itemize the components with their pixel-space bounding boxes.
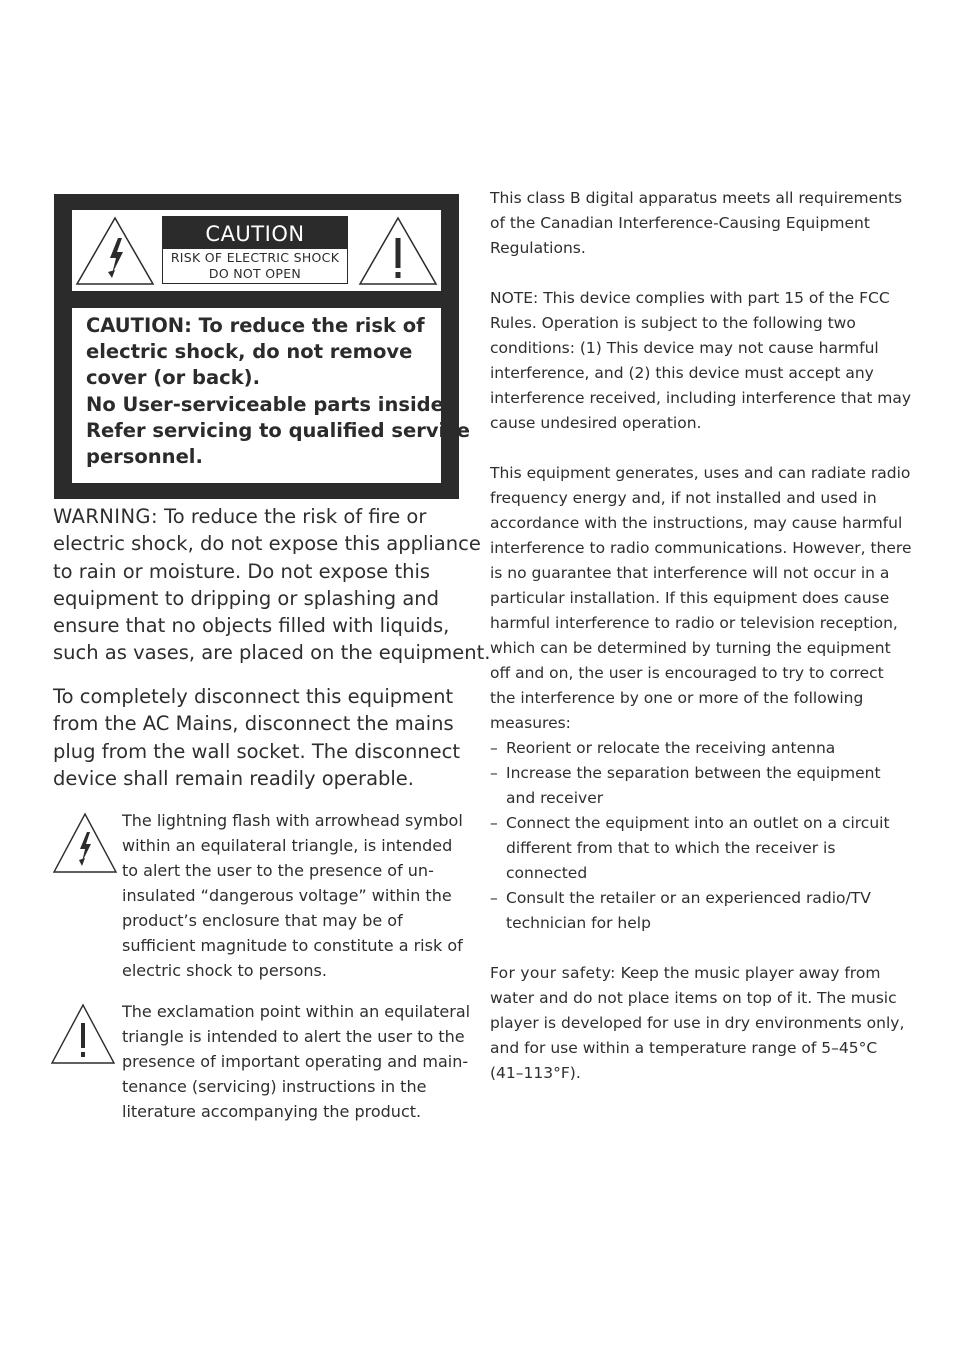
disconnect-line: To completely disconnect this equipment [53, 685, 454, 708]
measure-line: Increase the separation between the equipment [506, 764, 881, 782]
regulatory-column [490, 186, 912, 1111]
interference-line: interference to radio communications. However, there [490, 539, 912, 557]
lightning-triangle-icon [75, 216, 155, 286]
interference-line: frequency energy and, if not installed and used in [490, 489, 877, 507]
caution-subtitle-line: RISK OF ELECTRIC SHOCK [170, 250, 340, 265]
fcc-note [490, 286, 911, 436]
list-item [490, 886, 895, 936]
warning-line: ensure that no objects filled with liquids, [53, 614, 450, 638]
exclamation-text-line: The exclamation point within an equilateral [122, 1002, 471, 1021]
warning-paragraph [53, 503, 491, 667]
interference-line: which can be determined by turning the equipment [490, 639, 891, 657]
safety-line: Keep the music player away from [620, 964, 881, 982]
measure-line: connected [506, 864, 588, 882]
warning-line: electric shock, do not expose this appliance [53, 532, 481, 556]
exclamation-text-line: triangle is intended to alert the user to the [122, 1027, 465, 1046]
interference-line: measures: [490, 714, 571, 732]
safety-line: and for use within a temperature range of 5–45°C [490, 1039, 878, 1057]
interference-line: off and on, the user is encouraged to try to correct [490, 664, 884, 682]
disconnect-line: device shall remain readily operable. [53, 766, 415, 790]
lightning-text-line: product’s enclosure that may be of [122, 911, 403, 930]
list-item [490, 761, 895, 811]
interference-line: is no guarantee that interference will not occur in a [490, 564, 890, 582]
fcc-line: NOTE: This device complies with part 15 of the FCC [490, 289, 890, 307]
safety-line: player is developed for use in dry environments only, [490, 1014, 905, 1032]
warning-line: equipment to dripping or splashing and [53, 586, 440, 610]
interference-line: harmful interference to radio or television reception, [490, 614, 898, 632]
lightning-text-line: The lightning flash with arrowhead symbol [122, 811, 463, 830]
caution-label [162, 216, 348, 284]
canada-line: Regulations. [490, 239, 586, 257]
exclamation-text-line: tenance (servicing) instructions in the [122, 1077, 427, 1096]
canada-line: This class B digital apparatus meets all requirements [490, 189, 903, 207]
safety-paragraph [490, 961, 905, 1086]
list-dash: – [490, 739, 498, 757]
lightning-text-line: insulated “dangerous voltage” within the [122, 886, 452, 905]
exclamation-triangle-icon [50, 1003, 116, 1065]
caution-label-box [54, 194, 471, 499]
fcc-line: interference, and (2) this device must accept any [490, 364, 874, 382]
caution-subtitle-line: DO NOT OPEN [208, 266, 302, 281]
exclamation-symbol-text [122, 999, 471, 1124]
caution-body-line: Refer servicing to qualified service [86, 418, 471, 442]
warning-label: WARNING: [53, 505, 158, 528]
exclamation-text-line: presence of important operating and main- [122, 1052, 469, 1071]
lightning-text-line: sufficient magnitude to constitute a risk of [122, 936, 463, 955]
caution-subtitle [163, 250, 347, 282]
caution-body-line: cover (or back). [86, 366, 260, 390]
safety-line: water and do not place items on top of it. The music [490, 989, 897, 1007]
canada-line: of the Canadian Interference-Causing Equipment [490, 214, 870, 232]
disconnect-paragraph [53, 683, 465, 792]
caution-header [72, 210, 441, 291]
exclamation-triangle-icon [358, 216, 438, 286]
list-dash: – [490, 889, 498, 907]
caution-body-line: electric shock, do not remove [86, 340, 413, 364]
fcc-line: conditions: (1) This device may not cause harmful [490, 339, 879, 357]
lightning-symbol-text [122, 808, 467, 983]
interference-line: the interference by one or more of the following [490, 689, 864, 707]
lightning-triangle-icon [52, 812, 118, 874]
measures-list [490, 736, 895, 936]
interference-line: accordance with the instructions, may cause harmful [490, 514, 903, 532]
list-dash: – [490, 814, 498, 832]
caution-body [72, 308, 471, 483]
exclamation-text-line: literature accompanying the product. [122, 1102, 422, 1121]
lightning-text-line: electric shock to persons. [122, 961, 327, 980]
measure-line: Connect the equipment into an outlet on a circuit [506, 814, 890, 832]
warning-line: To reduce the risk of fire or [164, 505, 427, 528]
safety-line: (41–113°F). [490, 1064, 581, 1082]
fcc-line: cause undesired operation. [490, 414, 702, 432]
disconnect-line: plug from the wall socket. The disconnect [53, 739, 461, 763]
caution-title: CAUTION [163, 217, 347, 249]
lightning-text-line: within an equilateral triangle, is intended [122, 836, 453, 855]
measure-line: technician for help [506, 914, 651, 932]
list-item [490, 736, 895, 761]
disconnect-line: from the AC Mains, disconnect the mains [53, 712, 454, 736]
list-item [490, 811, 895, 886]
canada-notice [490, 186, 903, 261]
warning-line: such as vases, are placed on the equipment. [53, 641, 491, 665]
measure-line: Reorient or relocate the receiving antenna [506, 739, 836, 757]
fcc-line: Rules. Operation is subject to the following two [490, 314, 856, 332]
measure-line: different from that to which the receiver is [506, 839, 836, 857]
measure-line: and receiver [506, 789, 604, 807]
lightning-text-line: to alert the user to the presence of un- [122, 861, 434, 880]
list-dash: – [490, 764, 498, 782]
interference-paragraph [490, 461, 912, 736]
caution-body-line: personnel. [86, 445, 203, 469]
caution-body-line: CAUTION: To reduce the risk of [86, 314, 425, 337]
warning-line: to rain or moisture. Do not expose this [53, 559, 431, 583]
interference-line: particular installation. If this equipment does cause [490, 589, 890, 607]
measure-line: Consult the retailer or an experienced radio/TV [506, 889, 871, 907]
safety-label: For your safety: [490, 964, 616, 982]
caution-body-line: No User-serviceable parts inside. [86, 392, 452, 416]
interference-line: This equipment generates, uses and can radiate radio [490, 464, 911, 482]
fcc-line: interference received, including interference that may [490, 389, 911, 407]
